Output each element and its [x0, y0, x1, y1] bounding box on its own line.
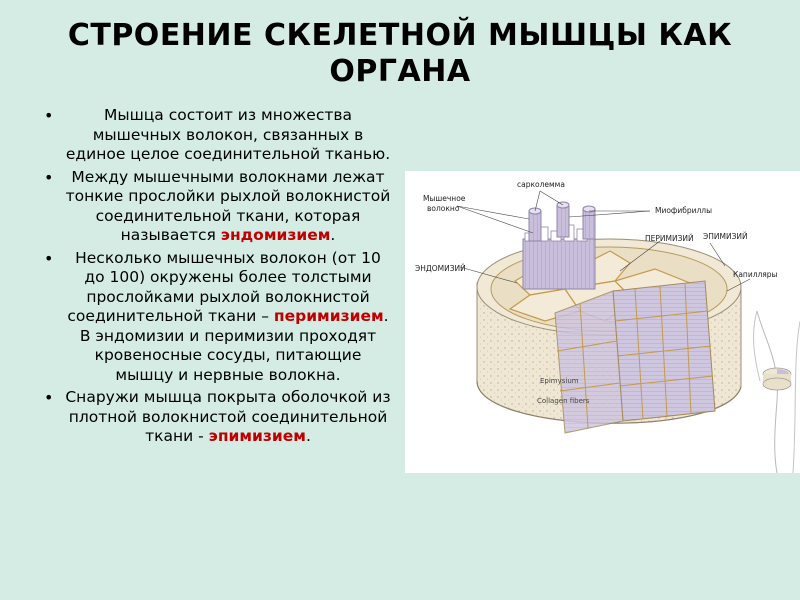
label-capillaries: Капилляры — [733, 270, 778, 279]
bullet-item — [40, 106, 392, 165]
muscle-diagram — [405, 171, 800, 473]
muscle-structure-figure — [405, 171, 800, 473]
label-muscle-fiber-1: Мышечное — [423, 194, 466, 203]
slide-title — [40, 18, 760, 90]
bullet-item — [40, 388, 392, 447]
label-perimysium: ПЕРИМИЗИЙ — [645, 234, 694, 243]
term-epimysium: эпимизием — [208, 427, 306, 445]
label-sarcolemma: сарколемма — [517, 180, 565, 189]
bullet-item — [40, 168, 392, 246]
inset-muscle-icon — [763, 368, 791, 390]
leg-outline — [757, 311, 777, 473]
muscle-cylinder — [477, 239, 741, 433]
bullet-text: Снаружи мышца покрыта оболочкой из плотной волокнистой соединительной ткани - — [65, 388, 391, 445]
bullet-item — [40, 249, 392, 386]
leg-outline-left — [754, 311, 760, 381]
label-epimysium: ЭПИМИЗИЙ — [703, 232, 748, 241]
title-line-1: СТРОЕНИЕ СКЕЛЕТНОЙ МЫШЦЫ КАК — [67, 18, 733, 53]
fiber-bundle — [523, 202, 595, 289]
label-endomysium: ЭНДОМИЗИЙ — [415, 264, 466, 273]
bullet-list — [40, 106, 392, 450]
label-muscle-fiber-2: волокно — [427, 204, 460, 213]
bullet-text-end: . — [330, 226, 336, 244]
label-myofibrils: Миофибриллы — [655, 206, 712, 215]
bullet-text: Мышца состоит из множества мышечных волокон, связанных в единое целое соединительной тканью. — [65, 106, 391, 163]
title-line-2: ОРГАНА — [329, 54, 471, 89]
leg-outline-inner — [793, 321, 800, 473]
bullet-text-end: . — [305, 427, 311, 445]
bullet-text: Между мышечными волокнами лежат тонкие прослойки рыхлой волокнистой соединительной ткани, которая называется — [65, 167, 391, 244]
bullet-text: Несколько мышечных волокон (от 10 до 100) окружены более толстыми прослойками рыхлой волокнистой соединительной ткани – — [67, 248, 381, 325]
label-epimysium-en: Epimysium — [540, 377, 579, 385]
term-endomysium: эндомизием — [220, 226, 331, 244]
label-collagen-en: Collagen fibers — [537, 397, 590, 405]
bullet-text-end: . В эндомизии и перимизии проходят кровеносные сосуды, питающие мышцу и нервные волокна. — [79, 307, 389, 384]
term-perimysium: перимизием — [273, 307, 384, 325]
